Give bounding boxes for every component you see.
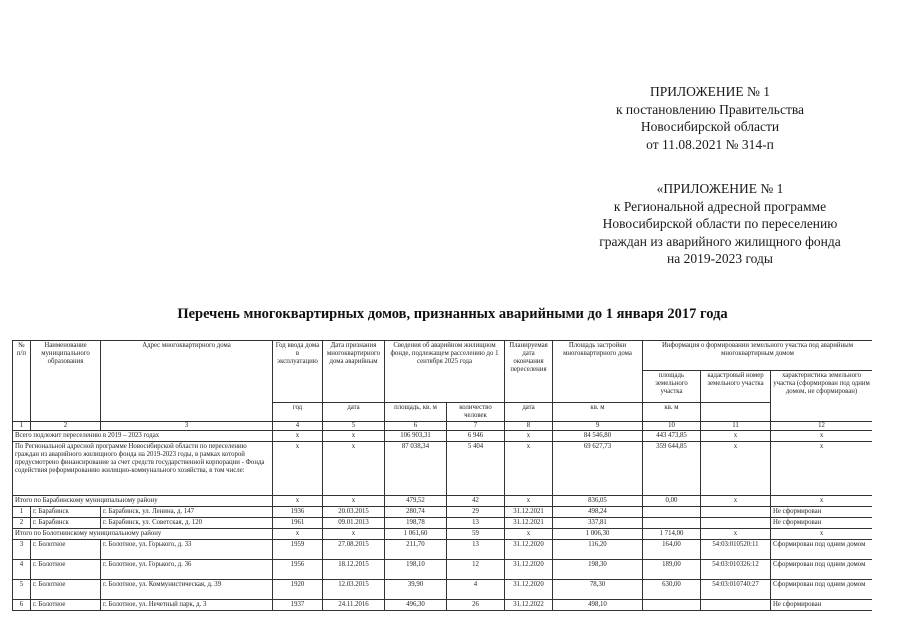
cell-char: x	[771, 529, 873, 540]
subheader-empty	[701, 403, 771, 422]
cell-address: г. Болотное, ул. Нечетный парк, д. 3	[101, 600, 273, 611]
cell-people: 12	[447, 560, 505, 580]
cell-address: г. Болотное, ул. Горького, д. 36	[101, 560, 273, 580]
cell-date: 20.03.2015	[323, 507, 385, 518]
cell-date: 18.12.2015	[323, 560, 385, 580]
cell-cadastral	[701, 507, 771, 518]
cell-planned: 31.12.2021	[505, 507, 553, 518]
cell-area: 198,10	[385, 560, 447, 580]
cell-year: 1936	[273, 507, 323, 518]
cell-char: Сформирован под одним домом	[771, 580, 873, 600]
cell-char: Сформирован под одним домом	[771, 560, 873, 580]
cell-built: 69 627,73	[553, 442, 643, 496]
header-municipality: Наименование муниципального образования	[31, 341, 101, 422]
header-year-built: Год ввода дома в эксплуатацию	[273, 341, 323, 403]
table-row	[13, 600, 873, 611]
cell-people: 13	[447, 518, 505, 529]
appendix-line: к постановлению Правительства	[615, 101, 805, 117]
row-label: По Региональной адресной программе Новосибирской области по переселению граждан из аварийного жилищного фонда на 2019-2023 годы, в рамках которой предусмотрено финансирование за счет средств государственной корпорации - Фонда содействия реформированию жилищно-коммунального хозяйства, в том числе:	[13, 442, 273, 496]
cell-land: 630,00	[643, 580, 701, 600]
cell-planned: 31.12.2021	[505, 518, 553, 529]
row-label: Всего подлежит переселению в 2019 – 2023 годах	[13, 431, 273, 442]
cell-people: 6 946	[447, 431, 505, 442]
cell-built: 498,10	[553, 600, 643, 611]
cell-num: 6	[13, 600, 31, 611]
appendix-line: ПРИЛОЖЕНИЕ № 1	[649, 84, 771, 99]
col-number: 2	[31, 422, 101, 431]
subheader-built-sqm: кв. м	[553, 403, 643, 422]
cell-cadastral: x	[701, 431, 771, 442]
cell-area: 87 038,34	[385, 442, 447, 496]
cell-built: 836,05	[553, 496, 643, 507]
cell-built: 78,30	[553, 580, 643, 600]
cell-built: 198,30	[553, 560, 643, 580]
cell-land: 1 714,00	[643, 529, 701, 540]
cell-cadastral	[701, 518, 771, 529]
cell-people: 29	[447, 507, 505, 518]
cell-year: x	[273, 529, 323, 540]
col-number: 5	[323, 422, 385, 431]
cell-num: 5	[13, 580, 31, 600]
table-row	[13, 560, 873, 580]
cell-address: г. Барабинск, ул. Ленина, д. 147	[101, 507, 273, 518]
subheader-area: площадь, кв. м	[385, 403, 447, 422]
table-row-subtotal	[13, 496, 873, 507]
cell-people: 59	[447, 529, 505, 540]
cell-land: 0,00	[643, 496, 701, 507]
housing-table	[12, 340, 872, 611]
cell-address: г. Болотное, ул. Горького, д. 33	[101, 540, 273, 560]
cell-municipality: г. Болотное	[31, 580, 101, 600]
cell-year: 1959	[273, 540, 323, 560]
cell-num: 1	[13, 507, 31, 518]
cell-people: 4	[447, 580, 505, 600]
housing-table-wrapper	[12, 340, 872, 640]
col-number: 11	[701, 422, 771, 431]
cell-planned: 31.12.2022	[505, 600, 553, 611]
cell-address: г. Болотное, ул. Коммунистическая, д. 39	[101, 580, 273, 600]
appendix-line: на 2019-2023 годы	[667, 251, 773, 266]
cell-land	[643, 507, 701, 518]
cell-year: 1937	[273, 600, 323, 611]
cell-land	[643, 600, 701, 611]
cell-people: 5 404	[447, 442, 505, 496]
cell-planned: x	[505, 431, 553, 442]
cell-area: 1 061,60	[385, 529, 447, 540]
col-number: 12	[771, 422, 873, 431]
col-number: 10	[643, 422, 701, 431]
subheader-planned-date: дата	[505, 403, 553, 422]
header-built-area: Площадь застройки многоквартирного дома	[553, 341, 643, 403]
cell-cadastral	[701, 600, 771, 611]
table-row	[13, 518, 873, 529]
cell-municipality: г. Болотное	[31, 540, 101, 560]
header-num: № п/п	[13, 341, 31, 422]
cell-date: 24.11.2016	[323, 600, 385, 611]
cell-char: Не сформирован	[771, 518, 873, 529]
cell-num: 4	[13, 560, 31, 580]
appendix-line: граждан из аварийного жилищного фонда	[599, 233, 841, 249]
cell-char: Не сформирован	[771, 507, 873, 518]
cell-planned: 31.12.2020	[505, 540, 553, 560]
header-planned-date: Планируемая дата окончания переселения	[505, 341, 553, 403]
cell-built: 498,24	[553, 507, 643, 518]
cell-date: x	[323, 496, 385, 507]
col-number: 1	[13, 422, 31, 431]
cell-address: г. Барабинск, ул. Советская, д. 120	[101, 518, 273, 529]
col-number: 6	[385, 422, 447, 431]
cell-date: 09.01.2013	[323, 518, 385, 529]
cell-area: 211,70	[385, 540, 447, 560]
table-row-subtotal	[13, 529, 873, 540]
cell-area: 280,74	[385, 507, 447, 518]
cell-built: 1 006,30	[553, 529, 643, 540]
cell-land: 359 644,85	[643, 442, 701, 496]
cell-cadastral: x	[701, 496, 771, 507]
row-label: Итого по Барабинскому муниципальному району	[13, 496, 273, 507]
cell-planned: x	[505, 496, 553, 507]
subheader-date: дата	[323, 403, 385, 422]
cell-char: x	[771, 431, 873, 442]
col-number: 9	[553, 422, 643, 431]
cell-year: x	[273, 496, 323, 507]
cell-municipality: г. Барабинск	[31, 507, 101, 518]
cell-built: 337,81	[553, 518, 643, 529]
col-number: 4	[273, 422, 323, 431]
cell-land: 189,00	[643, 560, 701, 580]
cell-char: Сформирован под одним домом	[771, 540, 873, 560]
cell-planned: 31.12.2020	[505, 560, 553, 580]
cell-land	[643, 518, 701, 529]
cell-area: 479,52	[385, 496, 447, 507]
cell-people: 26	[447, 600, 505, 611]
subheader-land-sqm: кв. м	[643, 403, 701, 422]
header-land-area: площадь земельного участка	[643, 371, 701, 403]
cell-date: x	[323, 529, 385, 540]
cell-planned: x	[505, 442, 553, 496]
cell-num: 2	[13, 518, 31, 529]
cell-area: 496,30	[385, 600, 447, 611]
cell-char: x	[771, 442, 873, 496]
table-row	[13, 507, 873, 518]
cell-year: 1920	[273, 580, 323, 600]
subheader-year: год	[273, 403, 323, 422]
cell-cadastral: x	[701, 529, 771, 540]
cell-year: x	[273, 431, 323, 442]
row-label: Итого по Болотнинскому муниципальному району	[13, 529, 273, 540]
appendix-line: к Региональной адресной программе	[613, 198, 827, 214]
document-title: Перечень многоквартирных домов, признанных аварийными до 1 января 2017 года	[177, 306, 728, 322]
cell-built: 116,20	[553, 540, 643, 560]
header-cadastral: кадастровый номер земельного участка	[701, 371, 771, 403]
cell-planned: 31.12.2020	[505, 580, 553, 600]
cell-planned: x	[505, 529, 553, 540]
cell-built: 84 546,80	[553, 431, 643, 442]
appendix-header-program	[570, 180, 870, 268]
appendix-header-resolution	[585, 83, 835, 153]
table-row-total	[13, 431, 873, 442]
cell-area: 39,90	[385, 580, 447, 600]
subheader-people: количество человек	[447, 403, 505, 422]
appendix-line: от 11.08.2021 № 314-п	[646, 136, 774, 152]
table-row	[13, 580, 873, 600]
cell-year: 1956	[273, 560, 323, 580]
cell-cadastral: 54:03:010326:12	[701, 560, 771, 580]
table-row-program	[13, 442, 873, 496]
cell-date: x	[323, 442, 385, 496]
col-number: 3	[101, 422, 273, 431]
cell-area: 106 903,31	[385, 431, 447, 442]
header-land-info: Информация о формировании земельного участка под аварийным многоквартирным домом	[643, 341, 873, 371]
table-row	[13, 540, 873, 560]
header-date-emergency: Дата признания многоквартирного дома аварийным	[323, 341, 385, 403]
cell-cadastral: 54:03:010740:27	[701, 580, 771, 600]
cell-year: 1961	[273, 518, 323, 529]
cell-land: 164,00	[643, 540, 701, 560]
header-land-char: характеристика земельного участка (сформирован под одним домом, не сформирован)	[771, 371, 873, 422]
cell-char: Не сформирован	[771, 600, 873, 611]
col-number: 7	[447, 422, 505, 431]
cell-year: x	[273, 442, 323, 496]
cell-municipality: г. Барабинск	[31, 518, 101, 529]
cell-people: 42	[447, 496, 505, 507]
cell-date: 27.08.2015	[323, 540, 385, 560]
cell-municipality: г. Болотное	[31, 600, 101, 611]
cell-date: x	[323, 431, 385, 442]
cell-date: 12.03.2015	[323, 580, 385, 600]
appendix-line: «ПРИЛОЖЕНИЕ № 1	[656, 181, 784, 196]
col-number: 8	[505, 422, 553, 431]
cell-cadastral: x	[701, 442, 771, 496]
cell-num: 3	[13, 540, 31, 560]
cell-land: 443 473,85	[643, 431, 701, 442]
appendix-line: Новосибирской области по переселению	[602, 216, 838, 231]
header-address: Адрес многоквартирного дома	[101, 341, 273, 422]
cell-char: x	[771, 496, 873, 507]
appendix-line: Новосибирской области	[640, 119, 780, 134]
cell-cadastral: 54:03:010520:11	[701, 540, 771, 560]
cell-area: 198,78	[385, 518, 447, 529]
cell-municipality: г. Болотное	[31, 560, 101, 580]
cell-people: 13	[447, 540, 505, 560]
header-fund-info: Сведения об аварийном жилищном фонде, подлежащем расселению до 1 сентября 2025 года	[385, 341, 505, 403]
